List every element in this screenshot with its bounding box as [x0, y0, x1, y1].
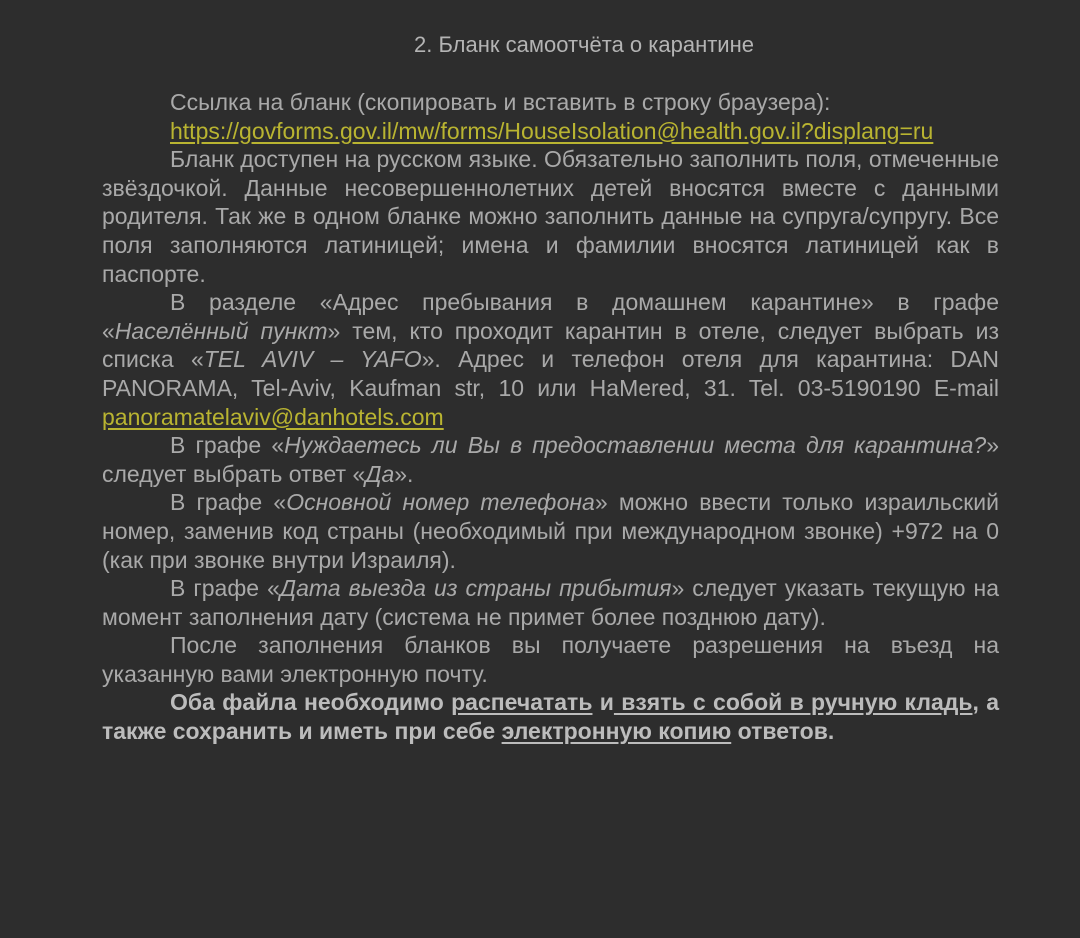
place-text-2: » следует выбрать ответ «: [102, 432, 999, 487]
final-carry-on: взять с собой в ручную кладь: [613, 689, 973, 716]
phone-text-1: В графе «: [170, 489, 287, 516]
place-paragraph: [102, 431, 999, 488]
final-electronic-copy: электронную копию: [501, 718, 732, 745]
place-text-1: В графе «: [170, 432, 285, 459]
place-field-name: Нуждаетесь ли Вы в предоставлении места для карантина?: [284, 432, 987, 459]
section-title: 2. Бланк самоотчёта о карантине: [414, 32, 754, 57]
departure-text-1: В графе «: [170, 575, 280, 602]
place-text-3: ».: [394, 460, 414, 487]
address-text-1: В разделе «Адрес пребывания в домашнем карантине» в графе «: [102, 289, 999, 344]
final-paragraph: [102, 688, 999, 745]
final-text-1: Оба файла необходимо: [170, 689, 452, 716]
departure-paragraph: [102, 574, 999, 631]
final-text-4: ответов.: [731, 718, 835, 745]
address-field-city: Населённый пункт: [114, 317, 328, 344]
hotel-email-link[interactable]: panoramatelaviv@danhotels.com: [102, 403, 444, 430]
permits-paragraph: После заполнения бланков вы получаете разрешения на въезд на указанную вами электронную почту.: [102, 632, 999, 687]
phone-field-name: Основной номер телефона: [286, 489, 595, 516]
place-answer: Да: [365, 460, 395, 487]
document-body: [102, 88, 999, 746]
phone-text-2: » можно ввести только израильский номер, заменив код страны (необходимый при международном звонке) +972 на 0 (как при звонке внутри Израиля).: [102, 489, 999, 573]
final-text-3: , а также сохранить и иметь при себе: [102, 689, 999, 745]
address-text-3: ». Адрес и телефон отеля для карантина: DAN PANORAMA, Tel-Aviv, Kaufman str, 10 или HaMered, 31. Tel. 03-5190190 E-mail: [102, 346, 999, 401]
form-url-link[interactable]: https://govforms.gov.il/mw/forms/HouseIsolation@health.gov.il?displang=ru: [170, 117, 934, 144]
form-url-paragraph: [102, 117, 999, 146]
language-paragraph: Бланк доступен на русском языке. Обязательно заполнить поля, отмеченные звёздочкой. Данные несовершеннолетних детей вносятся вместе с данными родителя. Так же в одном бланке можно заполнить данные на супруга/супругу. Все поля заполняются латиницей; имена и фамилии вносятся латиницей как в паспорте.: [102, 146, 999, 287]
final-text-2: и: [592, 689, 614, 716]
phone-paragraph: [102, 488, 999, 574]
final-print: распечатать: [451, 689, 593, 716]
link-intro: Ссылка на бланк (скопировать и вставить в строку браузера):: [170, 89, 831, 115]
address-text-2: » тем, кто проходит карантин в отеле, следует выбрать из списка «: [102, 317, 999, 373]
address-paragraph: [102, 288, 999, 431]
departure-field-name: Дата выезда из страны прибытия: [279, 575, 672, 602]
address-city-value: TEL AVIV – YAFO: [203, 346, 422, 373]
departure-text-2: » следует указать текущую на момент заполнения дату (система не примет более позднюю дату).: [102, 575, 1000, 630]
